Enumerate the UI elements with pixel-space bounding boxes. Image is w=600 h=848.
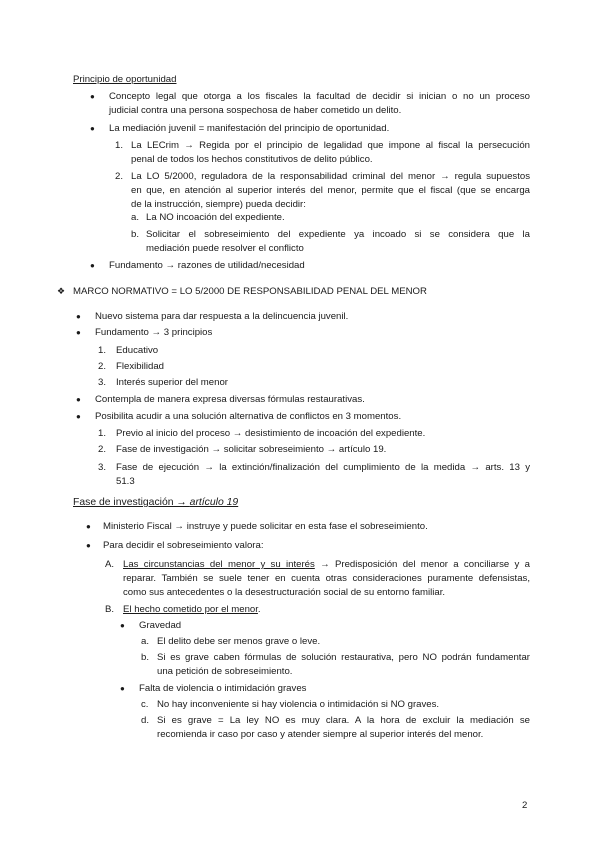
paragraph-line: Ministerio Fiscal → instruye y puede solicitar en esta fase el sobreseimiento. xyxy=(103,521,428,532)
paragraph-line: Fundamento → razones de utilidad/necesidad xyxy=(109,260,305,271)
diamond-bullet-icon: ❖ xyxy=(57,286,66,296)
bullet-icon: ● xyxy=(90,92,95,101)
section-heading-fase xyxy=(73,495,238,510)
bullet-icon: ● xyxy=(86,541,91,550)
list-letter: b. xyxy=(131,229,140,240)
paragraph-line: Posibilita acudir a una solución alternativa de conflictos en 3 momentos. xyxy=(95,411,402,422)
list-number: 3. xyxy=(98,462,107,473)
bullet-icon: ● xyxy=(76,412,81,421)
bullet-icon: ● xyxy=(120,621,125,630)
list-letter: a. xyxy=(131,212,140,223)
bullet-icon: ● xyxy=(76,328,81,337)
paragraph-line: El delito debe ser menos grave o leve. xyxy=(157,636,321,647)
heading-text: Fase de investigación → xyxy=(73,497,190,508)
paragraph-line: Contempla de manera expresa diversas fórmulas restaurativas. xyxy=(95,394,365,405)
heading-italic-text: artículo 19 xyxy=(189,497,239,508)
paragraph-line: No hay inconveniente si hay violencia o intimidación si NO graves. xyxy=(157,699,440,710)
bullet-icon: ● xyxy=(76,395,81,404)
paragraph-line: recomienda ir caso por caso y atender siempre al superior interés del menor. xyxy=(157,729,484,740)
paragraph-line: Educativo xyxy=(116,345,159,356)
page-number: 2 xyxy=(522,800,528,811)
paragraph-line: en que, en atención al superior interés del menor, permite que el fiscal (que se encarga xyxy=(131,185,530,196)
paragraph-line: Fase de investigación → solicitar sobreseimiento → artículo 19. xyxy=(116,444,387,455)
paragraph-line: como sus antecedentes o la desestructuración social de su entorno familiar. xyxy=(123,587,446,598)
list-number: 2. xyxy=(98,444,107,455)
paragraph-line: Nuevo sistema para dar respuesta a la delincuencia juvenil. xyxy=(95,311,349,322)
list-letter: c. xyxy=(141,699,149,710)
bullet-icon: ● xyxy=(86,522,91,531)
list-letter: A. xyxy=(105,559,115,570)
underlined-text: El hecho cometido por el menor xyxy=(123,604,258,615)
paragraph-line: Fase de ejecución → la extinción/finalización del cumplimiento de la medida → arts. 13 y xyxy=(116,462,530,473)
inline-text: → Predisposición del menor a conciliarse y a xyxy=(314,559,530,570)
inline-text: . xyxy=(257,604,261,615)
paragraph-line: Falta de violencia o intimidación graves xyxy=(139,683,307,694)
paragraph-line: Concepto legal que otorga a los fiscales la facultad de decidir si inician o no un proceso xyxy=(109,91,530,102)
paragraph-line: Fundamento → 3 principios xyxy=(95,327,213,338)
paragraph-line: Flexibilidad xyxy=(116,361,164,372)
paragraph-line: Para decidir el sobreseimiento valora: xyxy=(103,540,264,551)
paragraph-line xyxy=(123,602,261,617)
paragraph-line: Gravedad xyxy=(139,620,182,631)
paragraph-line: Interés superior del menor xyxy=(116,377,228,388)
paragraph-line: reparar. También se suele tener en cuenta otras consideraciones puramente defensistas, xyxy=(123,573,530,584)
bullet-icon: ● xyxy=(76,312,81,321)
bullet-icon: ● xyxy=(90,124,95,133)
list-letter: b. xyxy=(141,652,150,663)
bullet-icon: ● xyxy=(90,261,95,270)
list-letter: d. xyxy=(141,715,150,726)
paragraph-line: de la instrucción, siempre) pueda decidir: xyxy=(131,199,306,210)
paragraph-line: Si es grave caben fórmulas de solución restaurativa, pero NO podrán fundamentar xyxy=(157,652,530,663)
list-number: 3. xyxy=(98,377,107,388)
list-letter: B. xyxy=(105,604,115,615)
paragraph-line: 51.3 xyxy=(116,476,135,487)
paragraph-line: La LO 5/2000, reguladora de la responsabilidad criminal del menor → regula supuestos xyxy=(131,171,530,182)
list-number: 2. xyxy=(98,361,107,372)
paragraph-line: Solicitar el sobreseimiento del expediente ya incoado si se considera que la xyxy=(146,229,530,240)
paragraph-line: mediación puede resolver el conflicto xyxy=(146,243,304,254)
paragraph-line: Si es grave = La ley NO es muy clara. A la hora de excluir la mediación se xyxy=(157,715,530,726)
list-letter: a. xyxy=(141,636,150,647)
paragraph-line: judicial contra una persona sospechosa de haber cometido un delito. xyxy=(109,105,402,116)
paragraph-line: La NO incoación del expediente. xyxy=(146,212,285,223)
paragraph-line: penal de todos los hechos constitutivos de delito público. xyxy=(131,154,373,165)
section-heading-principio: Principio de oportunidad xyxy=(73,74,177,85)
paragraph-line xyxy=(123,557,530,572)
paragraph-line: La mediación juvenil = manifestación del principio de oportunidad. xyxy=(109,123,390,134)
paragraph-line: una petición de sobreseimiento. xyxy=(157,666,293,677)
paragraph-line: Previo al inicio del proceso → desistimiento de incoación del expediente. xyxy=(116,428,426,439)
bullet-icon: ● xyxy=(120,684,125,693)
list-number: 2. xyxy=(115,171,124,182)
list-number: 1. xyxy=(98,345,107,356)
section-heading-marco: MARCO NORMATIVO = LO 5/2000 DE RESPONSABILIDAD PENAL DEL MENOR xyxy=(73,286,427,297)
underlined-text: Las circunstancias del menor y su interés xyxy=(123,559,315,570)
paragraph-line: La LECrim → Regida por el principio de legalidad que impone al fiscal la persecución xyxy=(131,140,530,151)
list-number: 1. xyxy=(98,428,107,439)
list-number: 1. xyxy=(115,140,124,151)
